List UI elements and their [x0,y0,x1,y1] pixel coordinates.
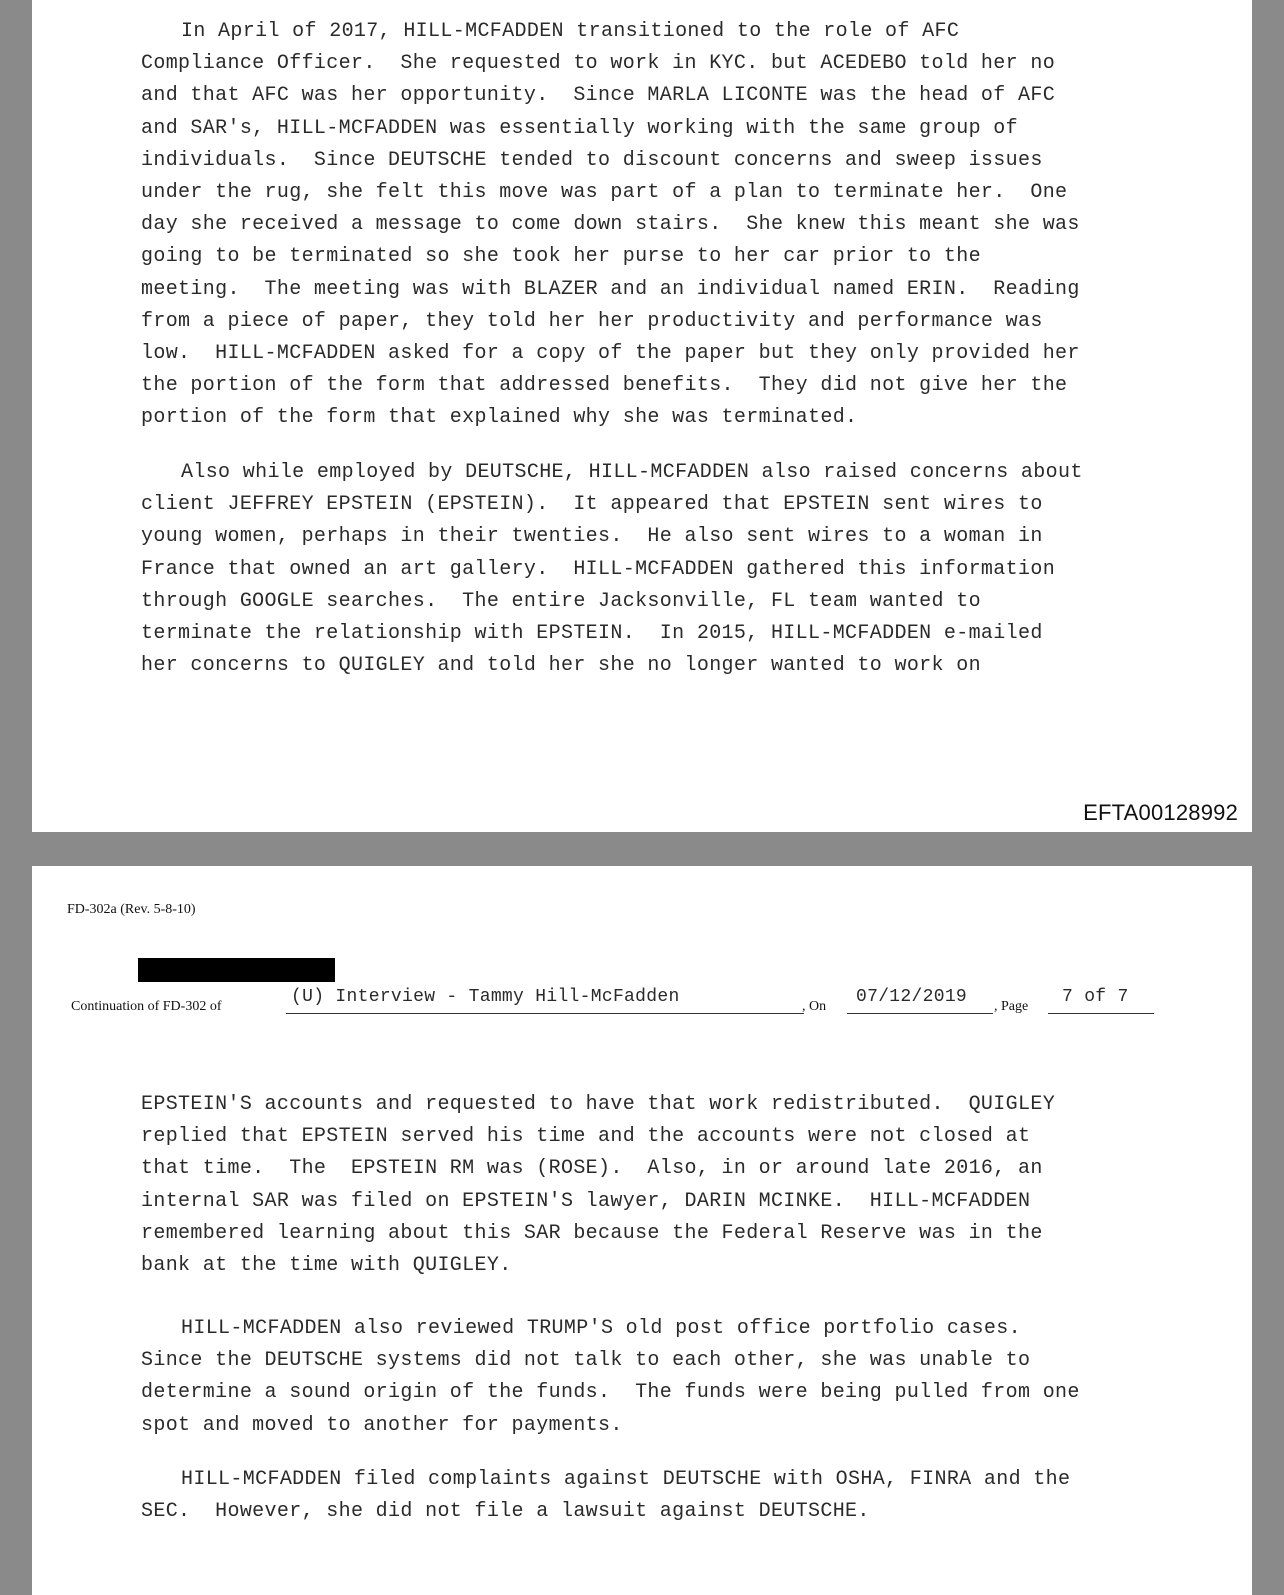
text-line: internal SAR was filed on EPSTEIN'S lawyer, DARIN MCINKE. HILL-MCFADDEN [141,1189,1031,1213]
text-line: and that AFC was her opportunity. Since MARLA LICONTE was the head of AFC [141,84,1056,108]
text-line: going to be terminated so she took her purse to her car prior to the [141,245,981,269]
page-number: 7 of 7 [1062,987,1129,1007]
text-line: SEC. However, she did not file a lawsuit against DEUTSCHE. [141,1500,870,1524]
text-line: that time. The EPSTEIN RM was (ROSE). Also, in or around late 2016, an [141,1157,1043,1181]
interview-date: 07/12/2019 [856,987,968,1007]
paragraph-complaints [141,1464,1151,1528]
text-line: the portion of the form that addressed benefits. They did not give her the [141,374,1068,398]
text-line: spot and moved to another for payments. [141,1413,623,1437]
text-line: Since the DEUTSCHE systems did not talk to each other, she was unable to [141,1349,1031,1373]
continuation-label: Continuation of FD-302 of [71,999,222,1014]
text-line: remembered learning about this SAR because the Federal Reserve was in the [141,1221,1043,1245]
text-line: determine a sound origin of the funds. The funds were being pulled from one [141,1381,1080,1405]
text-line: Compliance Officer. She requested to work in KYC. but ACEDEBO told her no [141,52,1056,76]
text-line: client JEFFREY EPSTEIN (EPSTEIN). It appeared that EPSTEIN sent wires to [141,493,1043,517]
text-line: In April of 2017, HILL-MCFADDEN transitioned to the role of AFC [181,20,960,43]
text-line: and SAR's, HILL-MCFADDEN was essentially working with the same group of [141,116,1018,140]
text-line: HILL-MCFADDEN filed complaints against DEUTSCHE with OSHA, FINRA and the [181,1468,1071,1491]
continuation-header [71,988,1171,1028]
text-line: her concerns to QUIGLEY and told her she no longer wanted to work on [141,654,981,678]
document-page-bottom [32,866,1252,1595]
text-line: through GOOGLE searches. The entire Jacksonville, FL team wanted to [141,589,981,613]
text-line: France that owned an art gallery. HILL-MCFADDEN gathered this information [141,557,1056,581]
text-line: from a piece of paper, they told her her productivity and performance was [141,309,1043,333]
paragraph-termination [141,16,1151,435]
text-line: low. HILL-MCFADDEN asked for a copy of the paper but they only provided her [141,342,1080,366]
interview-title: (U) Interview - Tammy Hill-McFadden [291,987,680,1007]
form-id: FD-302a (Rev. 5-8-10) [67,902,196,917]
page-label: , Page [994,999,1029,1014]
paragraph-epstein-accounts [141,1089,1151,1282]
bates-number: EFTA00128992 [1083,800,1238,825]
date-field [847,988,993,1014]
text-line: HILL-MCFADDEN also reviewed TRUMP'S old post office portfolio cases. [181,1317,1021,1340]
text-line: individuals. Since DEUTSCHE tended to discount concerns and sweep issues [141,148,1043,172]
text-line: under the rug, she felt this move was part of a plan to terminate her. One [141,181,1068,205]
paragraph-epstein-concerns [141,457,1151,682]
text-line: Also while employed by DEUTSCHE, HILL-MCFADDEN also raised concerns about [181,461,1083,484]
interview-title-field [286,988,804,1014]
text-line: portion of the form that explained why she was terminated. [141,406,858,430]
text-line: meeting. The meeting was with BLAZER and an individual named ERIN. Reading [141,277,1080,301]
on-label: , On [802,999,827,1014]
text-line: bank at the time with QUIGLEY. [141,1254,512,1278]
text-line: young women, perhaps in their twenties. He also sent wires to a woman in [141,525,1043,549]
text-line: EPSTEIN'S accounts and requested to have that work redistributed. QUIGLEY [141,1093,1056,1116]
redaction-block [138,958,335,982]
text-line: terminate the relationship with EPSTEIN. In 2015, HILL-MCFADDEN e-mailed [141,622,1043,646]
document-page-top [32,0,1252,832]
page-number-field [1048,988,1154,1014]
text-line: day she received a message to come down stairs. She knew this meant she was [141,213,1080,237]
text-line: replied that EPSTEIN served his time and the accounts were not closed at [141,1125,1031,1149]
paragraph-trump-portfolio [141,1313,1151,1442]
